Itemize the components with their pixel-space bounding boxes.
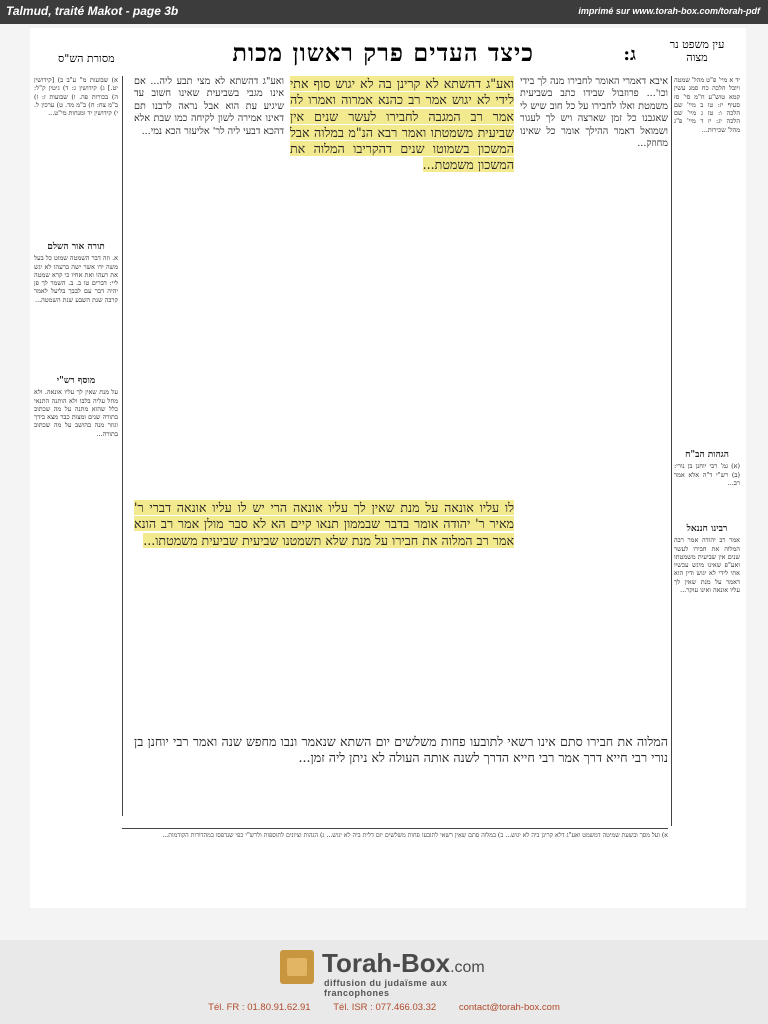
column-rule	[671, 76, 672, 826]
gemara-bottom-column	[134, 734, 668, 824]
masoret-column	[34, 76, 118, 236]
musaf-rashi-column	[34, 374, 118, 804]
talmud-page	[30, 28, 746, 908]
page-title: Talmud, traité Makot - page 3b	[6, 4, 179, 18]
ein-mishpat-column	[674, 76, 740, 446]
footnotes-column	[122, 832, 668, 902]
brand-tagline: diffusion du judaïsme aux francophones	[324, 978, 448, 998]
footnotes-text: א) ועל מסך ובשעת שמיטה דמשמט ואע"ג דלא קרינן ביה לא יגוש... ב) במלוה סתם שאין רשאי לתובעו פחות משלשים יום דלית ביה לא יגוש... ג) הגהות וציונים לתוספות ולרש"י כפי שנדפסו במהדורות הקודמות...	[162, 832, 668, 839]
rashi-column	[520, 76, 668, 526]
hagahot-heading: הגהות הב"ח	[685, 450, 729, 460]
box-icon	[280, 950, 314, 984]
rabbenu-hananel-text: אמר רב יהודה אמר רבה המלוה את חבירו לעשר שנים אין שביעית משמטתו ואע"פ שאינו מיגש עכשיו אתי לידי לא יגוש ודין הוא דאמר על מנת שאין לך עליו אונאה ואינו עוקר...	[674, 536, 740, 595]
torah-or-column	[34, 240, 118, 370]
ein-mishpat-text: יד א מיי' פ"ט מהל' שמטה ויובל הלכה כח סמג עשין קמא טוש"ע ח"מ סי' סז סעיף יז: טו ב מיי' שם הלכה ו: טז ג מיי' שם הלכה יג: יז ד מיי' פ"ג מהל' שכירות...	[674, 76, 740, 134]
musaf-rashi-heading: מוסף רש"י	[56, 376, 96, 386]
rabbenu-hananel-column	[674, 522, 740, 852]
gemara-lower-text: לו עליו אונאה על מנת שאין לך עליו אונאה הרי יש לו עליו אונאה דברי ר' מאיר ר' יהודה אומר בדבר שבממון תנאו קיים הא לא סבר מולן אמר רב הונא אמר רב המלוה את חבירו על מנת שלא תשמטנו שביעית שביעית משמטתו...	[134, 500, 514, 548]
chapter-folio: ג:	[623, 44, 636, 65]
gemara-lower-column	[134, 500, 514, 732]
ein-mishpat-title: עין משפט נר מצוה	[669, 38, 725, 64]
page-header	[30, 38, 746, 72]
rashi-text: איבא דאמרי האומר לחבירו מנה לך בידי וכו'... פרוזבול שבידו כתב בשביעית משמטת ואלו לחבירו על כל חוב שיש לי שאגבנו כל זמן שארצה ויש לך לעגור ושמואל דאמר ההילך אומר כל שאינו מחוזק...	[520, 76, 668, 150]
rabbenu-hananel-heading: רבינו חננאל	[686, 524, 728, 534]
footer	[0, 940, 768, 1024]
gemara-bottom-text: המלוה את חבירו סתם אינו רשאי לתובעו פחות משלשים יום השתא שנאמר ונבו מחפש שנה ואמר רבי יוחנן בן נורי רבי חייא דרך אמר רבי חייא הדרך לשנה אותה העולה לא ניתן ליה זמן...	[134, 734, 668, 766]
masoret-title: מסורת הש"ס	[58, 52, 115, 65]
top-bar	[0, 0, 768, 24]
brand-suffix: .com	[450, 959, 485, 976]
torah-or-heading: תורה אור השלם	[47, 242, 105, 252]
musaf-rashi-text: על מנת שאין לך עליו אונאה. ולא מחל עליה בלבו ולא הותנה התנאי כלל שהוא מתנה על מה שכתוב בתורה שנים ומצות כבר מצא בידך וגוזר מנה בהושב על מה שכתוב בתורה...	[34, 388, 118, 438]
phone-fr[interactable]: Tél. FR : 01.80.91.62.91	[208, 1002, 311, 1013]
contact-email[interactable]: contact@torah-box.com	[458, 1002, 560, 1013]
torah-or-text: א. וזה דבר השמטה שמוט כל בעל משה ידו אשר ישה ברעהו לא יגש את רעהו ואת אחיו כי קרא שמטה ליי: דברים טו ב. ב. השמר לך פן יהיה דבר עם לבבך בליעל לאמר קרבה שנת השבע שנת השמטה...	[34, 254, 118, 304]
print-note[interactable]: imprimé sur www.torah-box.com/torah-pdf	[578, 6, 760, 16]
tosafot-text: ואע"ג דהשתא לא מצי תבע ליה... אם אינו מגבי בשביעית שאינו חשוב עד שיגיע עת הוא אבל נראה לרבנו תם דאינו אמירה לשון לקיחה כמו שבת אלא דהכא דבעי ליה לר' אליעזר הכא נמי...	[134, 76, 284, 137]
footnote-divider	[122, 828, 668, 829]
phone-isr[interactable]: Tél. ISR : 077.466.03.32	[333, 1002, 437, 1013]
hagahot-text: (א) גמ' רבי יוחנן בן נורי: (ב) רש"י ד"ה אלא אמר רב...	[674, 462, 740, 487]
gemara-main-column	[290, 76, 514, 496]
brand-name: Torah-Box	[322, 948, 451, 978]
gemara-main-text: ואע"ג דהשתא לא קרינן בה לא יגוש סוף אתי לידי לא יגוש אמר רב כהנא אמרוה ואמרו לה אמר רב המגבה לחבירו לעשר שנים אין שביעית משמטתו ואמר רבא הנ"מ במלוה אבל המשכון בשמוטו שנים דהקריבו המלוה את המשכון משמטת...	[290, 76, 514, 173]
tractate-title: כיצד העדים פרק ראשון מכות	[232, 38, 534, 67]
torah-box-logo[interactable]	[280, 948, 510, 998]
hagahot-column	[674, 448, 740, 518]
contact-line	[0, 1002, 768, 1013]
column-rule	[122, 76, 123, 816]
masoret-refs: א) שבועות מ" ע"ב ב) [קידושין יט.] ג) קידושין ג: ד) גיטין ק"ל: ה) בכורות פה. ו) שבועות ז: ז) ב"מ צח: ח) ב"מ מד. ט) ערכין ל. י) קידושין יד ומנחות מי"ט...	[34, 76, 118, 118]
